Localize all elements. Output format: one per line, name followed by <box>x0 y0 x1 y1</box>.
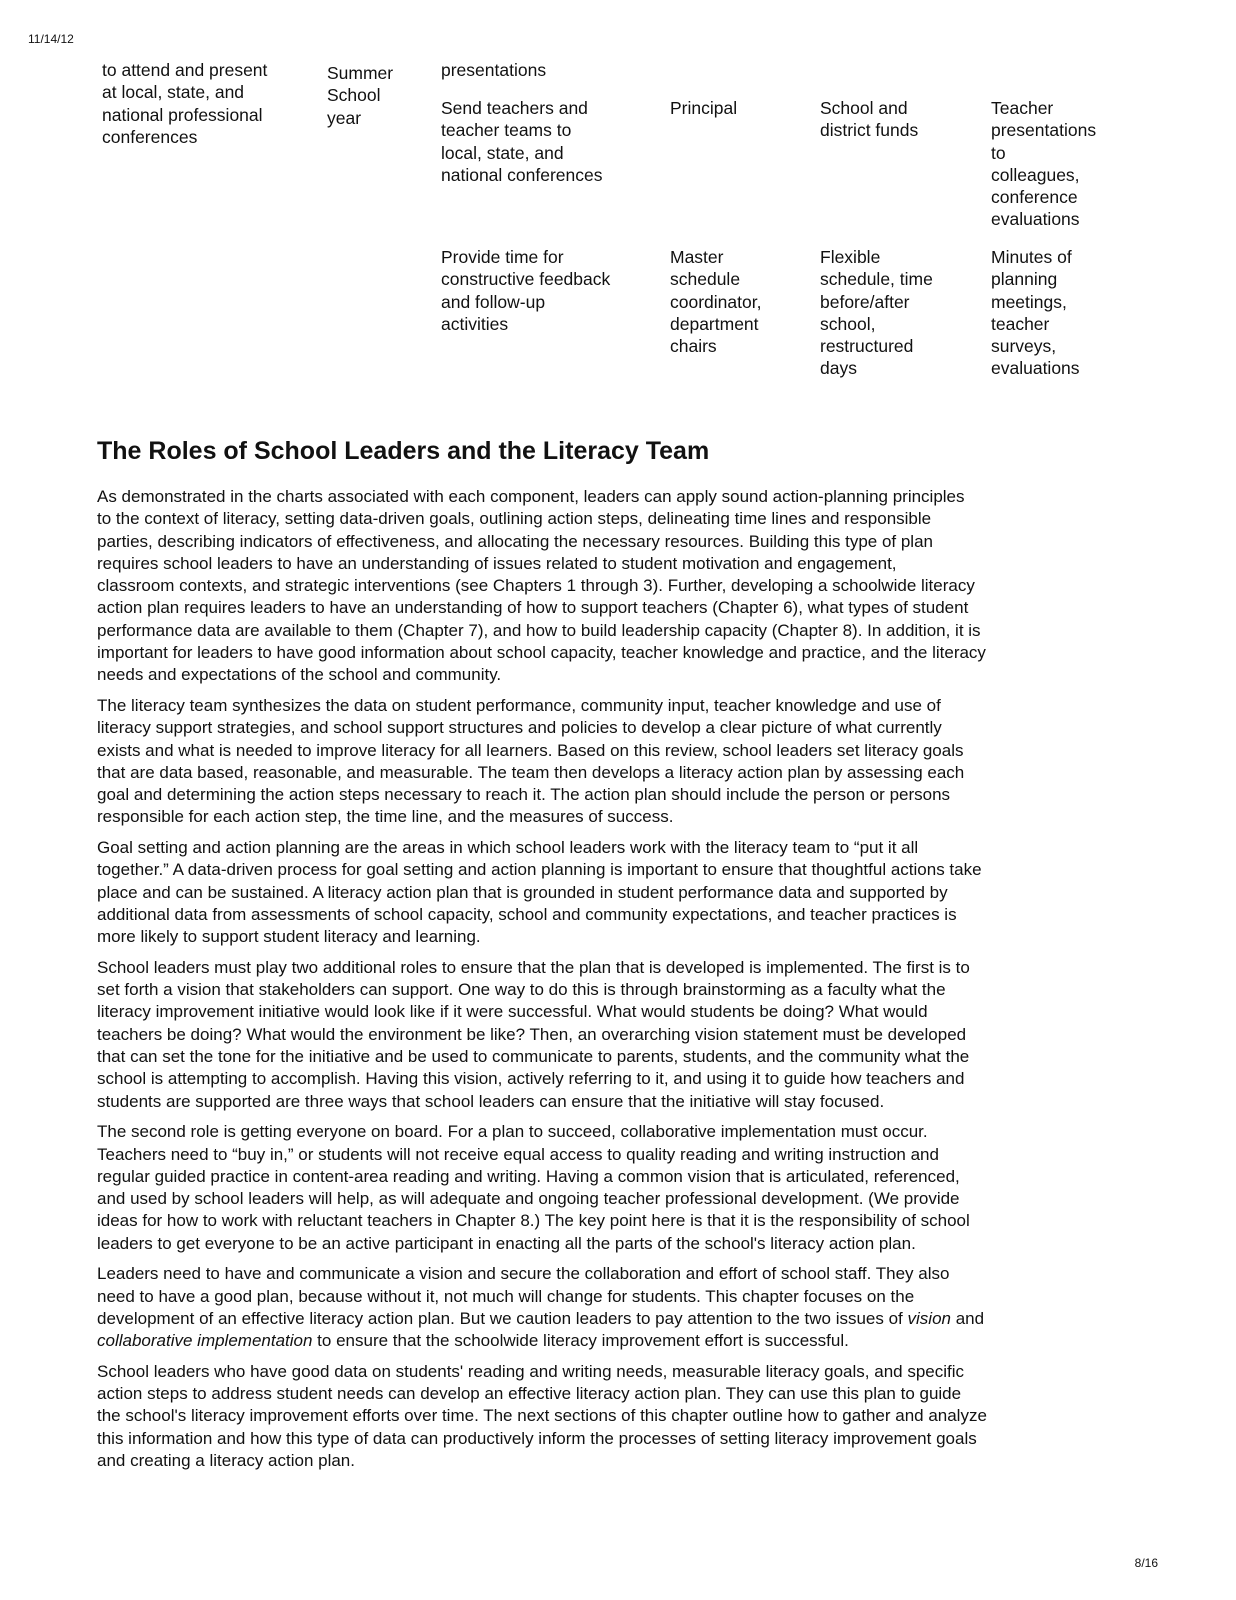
paragraph-line: set forth a vision that stakeholders can support. One way to do this is through brainstorming as a faculty what the <box>97 980 946 1000</box>
activity-cell <box>441 246 610 335</box>
paragraph-line: school is attempting to accomplish. Having this vision, actively referring to it, and using it to guide how teachers and <box>97 1069 965 1089</box>
page-number: 8/16 <box>1134 1556 1158 1570</box>
activity-cell <box>441 97 603 186</box>
table-cell-line: to attend and present <box>102 60 268 80</box>
paragraph <box>97 1121 1137 1255</box>
paragraph-line: this information and how this type of data can productively inform the processes of setting literacy improvement goals <box>97 1428 977 1448</box>
timeline-cell <box>327 62 393 129</box>
paragraph <box>97 837 1137 948</box>
roles-section <box>97 436 1137 1481</box>
paragraph <box>97 486 1137 687</box>
paragraph-line: School leaders must play two additional roles to ensure that the plan that is developed is implemented. The first is to <box>97 957 970 977</box>
table-cell-line: before/after <box>820 291 910 312</box>
paragraph-line: The literacy team synthesizes the data on student performance, community input, teacher knowledge and use of <box>97 695 941 715</box>
table-cell-line: surveys, <box>991 336 1057 357</box>
paragraph-line: together.” A data-driven process for goal setting and action planning is important to ensure that thoughtful actions take <box>97 860 982 880</box>
table-cell-line: district funds <box>820 120 919 141</box>
paragraph-line: action steps to address student needs can develop an effective literacy action plan. They can use this plan to guide <box>97 1384 962 1404</box>
table-cell-line: restructured <box>820 336 914 357</box>
paragraph-line: Goal setting and action planning are the areas in which school leaders work with the literacy team to “put it all <box>97 838 919 858</box>
paragraph-line: Teachers need to “buy in,” or students will not receive equal access to quality reading and writing instruction and <box>97 1144 939 1164</box>
table-cell-line: evaluations <box>991 358 1080 379</box>
paragraph-line: students are supported are three ways that school leaders can ensure that the initiative will stay focused. <box>97 1091 885 1111</box>
table-cell-line: at local, state, and <box>102 82 245 103</box>
table-cell-line: School <box>327 85 381 106</box>
table-cell-line: Master <box>670 247 724 267</box>
resources-cell <box>820 246 933 380</box>
table-cell-line: presentations <box>441 60 547 80</box>
paragraph-line: Leaders need to have and communicate a vision and secure the collaboration and effort of school staff. They also <box>97 1264 950 1284</box>
paragraph-line: the school's literacy improvement efforts over time. The next sections of this chapter outline how to gather and analyze <box>97 1406 987 1426</box>
paragraph <box>97 957 1137 1113</box>
paragraph-line: that can set the tone for the initiative and be used to communicate to parents, students, and the community what the <box>97 1047 970 1067</box>
paragraph-line: and <box>950 1308 985 1328</box>
responsible-cell <box>670 97 737 119</box>
table-cell-line: Principal <box>670 98 738 118</box>
print-date: 11/14/12 <box>28 32 74 46</box>
emphasis-vision: vision <box>907 1308 951 1328</box>
table-cell-line: Summer <box>327 63 394 83</box>
table-cell-line: colleagues, <box>991 164 1080 185</box>
table-cell-line: national professional <box>102 104 263 125</box>
table-cell-line: evaluations <box>991 209 1080 230</box>
paragraph-line: goal and determining the action steps necessary to reach it. The action plan should include the person or persons <box>97 785 951 805</box>
paragraph-line: As demonstrated in the charts associated with each component, leaders can apply sound action-planning principles <box>97 487 965 506</box>
paragraph-line: teachers be doing? What would the environment be like? Then, an overarching vision statement must be developed <box>97 1024 967 1044</box>
paragraph-line: that are data based, reasonable, and measurable. The team then develops a literacy action plan by assessing each <box>97 762 965 782</box>
table-cell-line: planning <box>991 269 1058 290</box>
table-cell-line: activities <box>441 313 509 334</box>
paragraph-line: requires school leaders to have an understanding of issues related to student motivation and engagement, <box>97 553 897 573</box>
table-cell-line: year <box>327 107 362 128</box>
activity-cell-top <box>441 59 546 81</box>
objective-cell <box>102 59 267 148</box>
paragraph-line: exists and what is needed to improve literacy for all learners. Based on this review, school leaders set literacy goals <box>97 740 964 760</box>
table-cell-line: and follow-up <box>441 291 546 312</box>
table-cell-line: teacher <box>991 313 1050 334</box>
table-cell-line: School and <box>820 98 908 118</box>
paragraph-line: place and can be sustained. A literacy action plan that is grounded in student performance data and supported by <box>97 882 948 902</box>
table-cell-line: Send teachers and <box>441 98 588 118</box>
table-cell-line: coordinator, <box>670 291 762 312</box>
paragraph-line: School leaders who have good data on students' reading and writing needs, measurable literacy goals, and specific <box>97 1361 965 1381</box>
paragraph-line: literacy improvement initiative would look like if it were successful. What would students be doing? What would <box>97 1002 928 1022</box>
paragraph-line: need to have a good plan, because without it, not much will change for students. This chapter focuses on the <box>97 1286 915 1306</box>
resources-cell <box>820 97 918 142</box>
responsible-cell <box>670 246 761 357</box>
paragraph <box>97 1263 1137 1352</box>
paragraph-line: additional data from assessments of school capacity, school and community expectations, and teacher practices is <box>97 904 957 924</box>
evidence-cell <box>991 246 1080 380</box>
table-cell-line: chairs <box>670 336 717 357</box>
table-cell-line: Provide time for <box>441 247 564 267</box>
paragraph-line: The second role is getting everyone on board. For a plan to succeed, collaborative implementation must occur. <box>97 1122 928 1142</box>
paragraph-line: performance data are available to them (Chapter 7), and how to build leadership capacity (Chapter 8). In addition, it is <box>97 620 981 640</box>
table-cell-line: constructive feedback <box>441 269 611 290</box>
table-cell-line: conference <box>991 187 1078 208</box>
table-cell-line: schedule, time <box>820 269 933 290</box>
paragraph-line: and used by school leaders will help, as will adequate and ongoing teacher professional development. (We provide <box>97 1189 960 1209</box>
paragraph-line: more likely to support student literacy and learning. <box>97 927 481 947</box>
paragraph-line: to ensure that the schoolwide literacy improvement effort is successful. <box>312 1331 849 1351</box>
paragraph-line: action plan requires leaders to have an understanding of how to support teachers (Chapter 6), what types of student <box>97 598 969 618</box>
evidence-cell <box>991 97 1096 231</box>
table-cell-line: to <box>991 142 1006 163</box>
paragraph-line: and creating a literacy action plan. <box>97 1450 355 1470</box>
table-cell-line: national conferences <box>441 164 603 185</box>
paragraph-line: important for leaders to have good information about school capacity, teacher knowledge and practice, and the literacy <box>97 643 986 663</box>
paragraph <box>97 695 1137 829</box>
paragraph-line: regular guided practice in content-area reading and writing. Having a common vision that is articulated, referenced, <box>97 1166 960 1186</box>
table-cell-line: presentations <box>991 120 1097 141</box>
emphasis-collaborative-implementation: collaborative implementation <box>97 1331 313 1351</box>
table-cell-line: days <box>820 358 857 379</box>
paragraph-line: literacy support strategies, and school support structures and policies to develop a clear picture of what currently <box>97 718 942 738</box>
table-cell-line: teacher teams to <box>441 120 572 141</box>
paragraph-line: development of an effective literacy action plan. But we caution leaders to pay attention to the two issues of <box>97 1308 908 1328</box>
table-cell-line: meetings, <box>991 291 1067 312</box>
paragraph-line: leaders to get everyone to be an active participant in enacting all the parts of the school's literacy action plan. <box>97 1233 916 1253</box>
paragraph-line: parties, describing indicators of effectiveness, and allocating the necessary resources. Building this type of plan <box>97 531 933 551</box>
paragraph-line: needs and expectations of the school and community. <box>97 665 502 685</box>
table-cell-line: Teacher <box>991 98 1054 118</box>
table-cell-line: department <box>670 313 759 334</box>
paragraph-line: responsible for each action step, the time line, and the measures of success. <box>97 807 674 827</box>
paragraph-line: to the context of literacy, setting data-driven goals, outlining action steps, delineating time lines and responsible <box>97 509 932 529</box>
table-cell-line: Minutes of <box>991 247 1072 267</box>
table-cell-line: school, <box>820 313 876 334</box>
table-cell-line: local, state, and <box>441 142 564 163</box>
paragraph <box>97 1361 1137 1472</box>
paragraph-line: ideas for how to work with reluctant teachers in Chapter 8.) The key point here is that it is the responsibility of school <box>97 1211 970 1231</box>
paragraph-line: classroom contexts, and strategic interventions (see Chapters 1 through 3). Further, developing a schoolwide literacy <box>97 576 975 596</box>
table-cell-line: conferences <box>102 126 198 147</box>
table-cell-line: schedule <box>670 269 741 290</box>
section-heading: The Roles of School Leaders and the Literacy Team <box>97 437 710 465</box>
table-cell-line: Flexible <box>820 247 881 267</box>
